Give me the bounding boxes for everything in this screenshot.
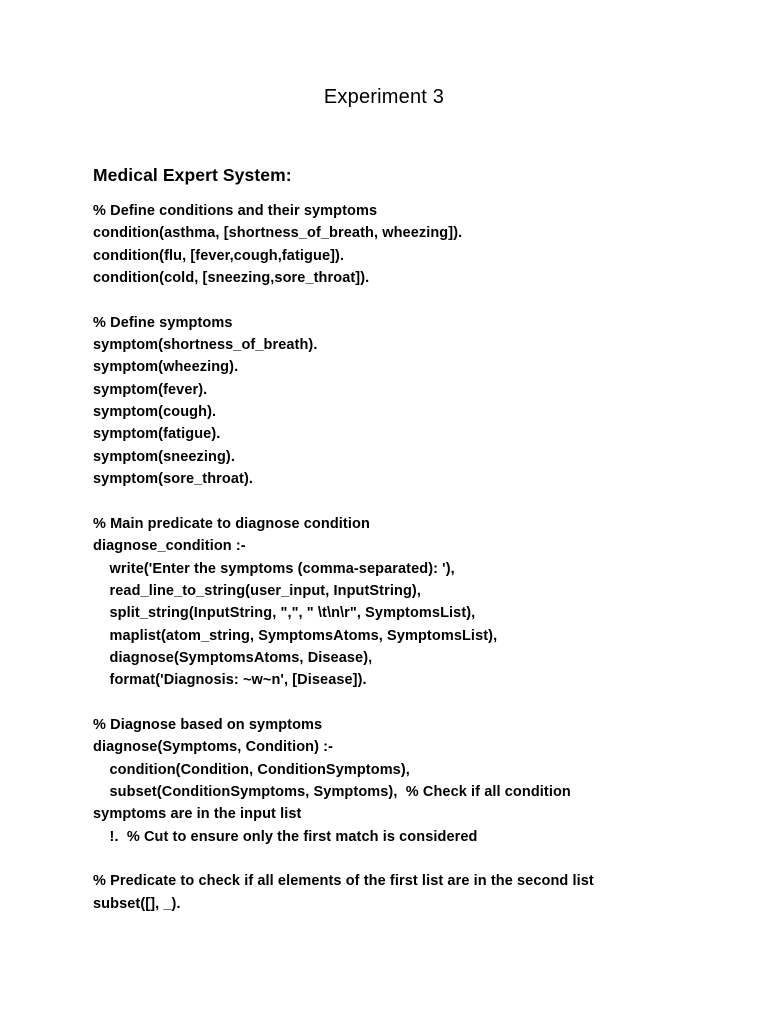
- code-line: symptom(fever).: [93, 381, 208, 398]
- code-line: symptom(wheezing).: [93, 359, 239, 376]
- code-line: condition(asthma, [shortness_of_breath, wheezing]).: [93, 225, 463, 242]
- code-line: % Main predicate to diagnose condition: [93, 515, 370, 532]
- code-line: diagnose_condition :-: [93, 538, 246, 555]
- code-line: symptom(fatigue).: [93, 426, 221, 443]
- code-line: split_string(InputString, ",", " \t\n\r", SymptomsList),: [93, 605, 476, 622]
- code-line: read_line_to_string(user_input, InputString),: [93, 582, 421, 599]
- code-line: subset(ConditionSymptoms, Symptoms), % Check if all condition: [93, 783, 571, 800]
- code-line: format('Diagnosis: ~w~n', [Disease]).: [93, 672, 367, 689]
- code-line: % Diagnose based on symptoms: [93, 716, 323, 733]
- code-line: condition(Condition, ConditionSymptoms),: [93, 761, 410, 778]
- code-line: symptom(shortness_of_breath).: [93, 337, 318, 354]
- code-line: maplist(atom_string, SymptomsAtoms, SymptomsList),: [93, 627, 498, 644]
- code-line: symptom(sneezing).: [93, 448, 235, 465]
- code-line: write('Enter the symptoms (comma-separated): '),: [93, 560, 455, 577]
- code-line: [93, 490, 733, 512]
- code-line: diagnose(Symptoms, Condition) :-: [93, 739, 334, 756]
- code-line: [93, 848, 733, 870]
- code-line: condition(cold, [sneezing,sore_throat]).: [93, 270, 370, 287]
- code-line: condition(flu, [fever,cough,fatigue]).: [93, 247, 345, 264]
- code-line: symptom(sore_throat).: [93, 471, 254, 488]
- code-line: % Predicate to check if all elements of the first list are in the second list: [93, 873, 594, 890]
- page-title: Experiment 3: [323, 86, 445, 108]
- code-line: [93, 692, 733, 714]
- code-line: subset([], _).: [93, 895, 181, 912]
- code-line: % Define symptoms: [93, 314, 233, 331]
- code-line: [93, 289, 733, 311]
- code-line: !. % Cut to ensure only the first match is considered: [93, 828, 478, 845]
- code-line: % Define conditions and their symptoms: [93, 203, 378, 219]
- section-heading: Medical Expert System:: [93, 165, 292, 185]
- code-line: symptom(cough).: [93, 404, 217, 421]
- code-block: [93, 200, 733, 915]
- code-line: diagnose(SymptomsAtoms, Disease),: [93, 649, 373, 666]
- code-line: symptoms are in the input list: [93, 806, 302, 823]
